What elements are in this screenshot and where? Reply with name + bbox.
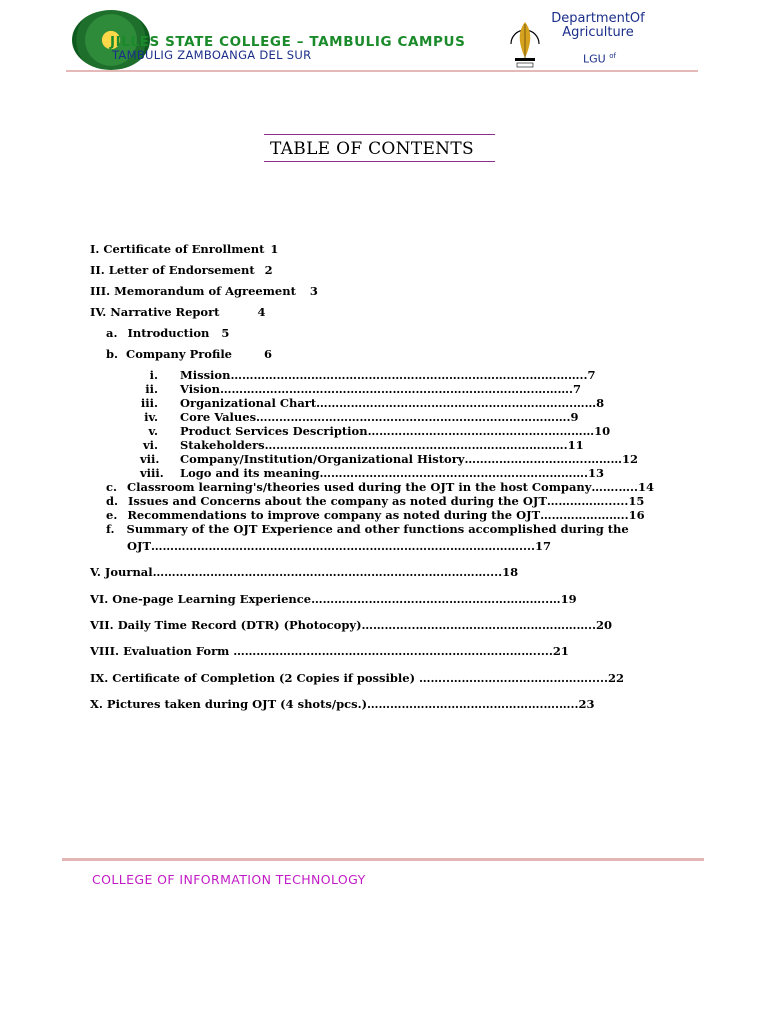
toc-marker: v. xyxy=(148,424,158,438)
toc-item-label: Stakeholders…………………………………………………………………….11 xyxy=(180,438,584,452)
toc-item xyxy=(90,263,273,277)
toc-item-label: III. Memorandum of Agreement xyxy=(90,284,296,298)
toc-marker: f. xyxy=(106,522,115,536)
toc-item-label: II. Letter of Endorsement xyxy=(90,263,255,277)
toc-item-page: 1 xyxy=(270,242,279,256)
toc-section: V. Journal……………………………………………………………………………....18 xyxy=(90,565,519,579)
toc-section: VI. One-page Learning Experience……………………………………………………..…19 xyxy=(90,592,577,606)
toc-item-label: Core Values……………………………………………………………………….9 xyxy=(180,410,579,424)
toc-item-label: Logo and its meaning…………………………………………………………….13 xyxy=(180,466,605,480)
toc-marker: b. xyxy=(106,347,119,361)
toc-subitem xyxy=(106,494,644,508)
toc-item-label: Mission………………………………………………………………………….……..7 xyxy=(180,368,596,382)
toc-roman-item xyxy=(140,382,581,396)
toc-roman-item xyxy=(140,368,595,382)
toc-item-label: Company Profile xyxy=(126,347,233,361)
toc-section: IX. Certificate of Completion (2 Copies if possible) ……..……………………………….....22 xyxy=(90,671,625,685)
toc-subitem xyxy=(106,480,654,494)
header-divider xyxy=(66,70,698,72)
toc-item-label: Recommendations to improve company as noted during the OJT…………………..16 xyxy=(127,508,645,522)
toc-item-page: 4 xyxy=(257,305,266,319)
toc-marker: iii. xyxy=(140,396,158,410)
lgu-label xyxy=(583,52,616,66)
toc-item-label: Issues and Concerns about the company as noted during the OJT……………......15 xyxy=(128,494,645,508)
toc-item-label: Company/Institution/Organizational History…………………………..………12 xyxy=(180,452,638,466)
toc-section: X. Pictures taken during OJT (4 shots/pcs.)……………………………………….….…..23 xyxy=(90,697,595,711)
department-name-line1: DepartmentOf xyxy=(551,11,645,26)
department-name-line2: Agriculture xyxy=(562,25,634,40)
toc-roman-item xyxy=(140,424,610,438)
lgu-sup: of xyxy=(609,52,616,60)
toc-item-label: Summary of the OJT Experience and other functions accomplished during the xyxy=(126,522,629,536)
toc-subitem xyxy=(106,347,272,361)
department-of-agriculture-seal-logo xyxy=(505,10,545,70)
toc-item-label: IV. Narrative Report xyxy=(90,305,220,319)
toc-roman-item xyxy=(140,452,638,466)
toc-marker: c. xyxy=(106,480,118,494)
toc-item xyxy=(90,284,318,298)
toc-item-page: 2 xyxy=(264,263,273,277)
school-name: JILLES STATE COLLEGE – TAMBULIG CAMPUS xyxy=(110,34,466,50)
toc-item xyxy=(90,305,265,319)
toc-item-page: 3 xyxy=(309,284,318,298)
toc-item-label: Organizational Chart………………………………………………………….……8 xyxy=(180,396,605,410)
toc-item-label: Vision……………………………………………………………………….……….7 xyxy=(180,382,581,396)
page-title: TABLE OF CONTENTS xyxy=(270,139,474,159)
lgu-text: LGU xyxy=(583,52,606,66)
toc-marker: iv. xyxy=(144,410,158,424)
footer-college-name: COLLEGE OF INFORMATION TECHNOLOGY xyxy=(92,872,366,887)
toc-roman-item xyxy=(140,438,584,452)
toc-marker: vii. xyxy=(140,452,160,466)
toc-subitem xyxy=(106,508,645,522)
toc-marker: a. xyxy=(106,326,118,340)
toc-item-label: Introduction xyxy=(127,326,210,340)
toc-roman-item xyxy=(140,396,604,410)
department-name xyxy=(548,12,648,40)
toc-marker: d. xyxy=(106,494,119,508)
toc-marker: vi. xyxy=(142,438,158,452)
toc-marker: viii. xyxy=(140,466,164,480)
toc-marker: ii. xyxy=(145,382,158,396)
toc-subitem-continuation: OJT……………………………………………………………………………………....17 xyxy=(127,539,552,553)
toc-section: VII. Daily Time Record (DTR) (Photocopy)…………..………………………………………..20 xyxy=(90,618,613,632)
toc-item-label: Classroom learning's/theories used during the OJT in the host Company…….…..14 xyxy=(127,480,654,494)
toc-marker: i. xyxy=(149,368,158,382)
toc-subitem xyxy=(106,326,229,340)
toc-item-label: Product Services Description………………………………………..…………10 xyxy=(180,424,611,438)
toc-item-page: 6 xyxy=(264,347,273,361)
toc-marker: e. xyxy=(106,508,118,522)
toc-item xyxy=(90,242,278,256)
footer-divider xyxy=(62,858,704,861)
toc-roman-item xyxy=(140,410,579,424)
toc-item-page: 5 xyxy=(221,326,230,340)
toc-subitem xyxy=(106,522,629,536)
toc-item-label: I. Certificate of Enrollment xyxy=(90,242,265,256)
toc-section: VIII. Evaluation Form ………………..……………………….………………………….....21 xyxy=(90,644,569,658)
toc-roman-item xyxy=(140,466,604,480)
school-address: TAMBULIG ZAMBOANGA DEL SUR xyxy=(112,48,312,62)
